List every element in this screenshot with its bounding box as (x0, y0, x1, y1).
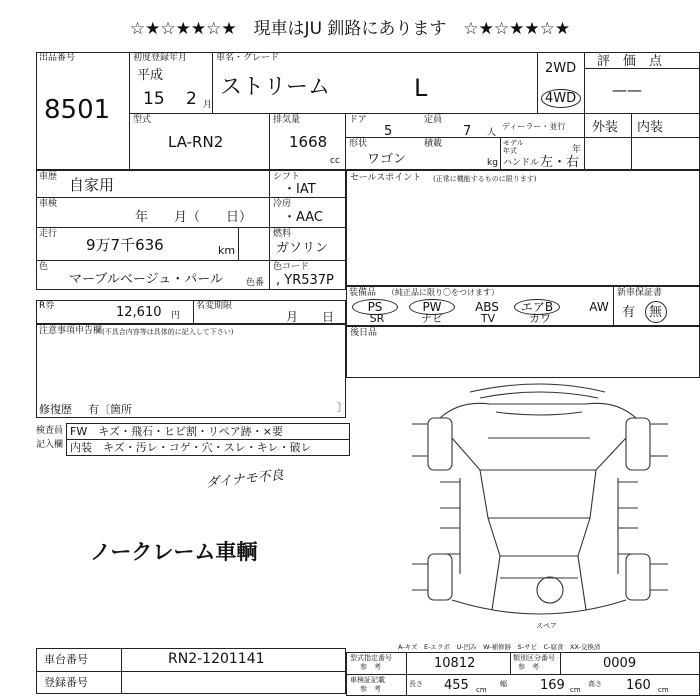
tax-text: 月 日 (286, 310, 335, 324)
shape-value: ワゴン (367, 152, 407, 167)
equipment-item: SR (369, 312, 385, 325)
rating-value: —— (612, 81, 642, 99)
displacement-value: 1668 (289, 133, 328, 151)
model-year-unit: 年 (572, 145, 582, 155)
car-diagram (400, 378, 700, 630)
color-label: 色 (39, 262, 49, 272)
dealer-label: ディーラー・並行 (502, 122, 566, 131)
shift-label: シフト (273, 172, 301, 182)
length-value: 455 (444, 678, 469, 693)
width-unit: cm (570, 686, 581, 694)
rating-interior-label: 内装 (637, 120, 664, 135)
load-label: 積載 (424, 139, 443, 149)
shape-label: 形状 (349, 139, 368, 149)
repair-close: 〕 (337, 401, 348, 414)
equipment-item: TV (480, 312, 496, 325)
dims-label-bottom: 参 考 (360, 685, 381, 693)
drive-2wd: 2WD (545, 61, 577, 76)
height-value: 160 (626, 678, 651, 693)
sales-point-note: (正常に機能するものに限ります) (433, 175, 537, 183)
rating-exterior-label: 外装 (592, 120, 619, 135)
mid-right-frame (346, 170, 700, 286)
mileage-value: 9万7千636 (86, 236, 164, 254)
after-fit-frame (346, 326, 700, 378)
displacement-label: 排気量 (273, 115, 301, 125)
equipment-item: ABS (475, 300, 499, 314)
inspection-label: 車検 (39, 199, 58, 209)
equipment-item: PW (422, 300, 442, 314)
model-year-label-top: モデル (503, 139, 524, 147)
recycle-label: R券 (39, 301, 55, 311)
height-label: 高さ (588, 680, 602, 688)
equipment-item: AW (589, 300, 609, 314)
mileage-label: 走行 (39, 229, 58, 239)
warranty-yes: 有 (622, 305, 636, 320)
model-value: LA-RN2 (168, 133, 224, 151)
lot-label: 出品番号 (39, 53, 76, 63)
warranty-no: 無 (649, 305, 663, 320)
equipment-note: （純正品に限り〇をつけます） (387, 288, 499, 297)
length-unit: cm (476, 686, 487, 694)
history-label: 車歴 (39, 172, 58, 182)
registration-month: 2 (186, 89, 197, 109)
dims-label-top: 車検証記載 (350, 676, 385, 684)
registration-year: 15 (143, 89, 165, 109)
recycle-value: 12,610 (116, 305, 162, 320)
history-value: 自家用 (69, 176, 115, 194)
doors-label: ドア (349, 115, 367, 125)
recycle-unit: 円 (171, 311, 181, 321)
registration-month-unit: 月 (203, 100, 213, 110)
damage-legend: A-キズ E-エクボ U-凹み W-補修跡 S-サビ C-腐食 XX-交換済 (398, 643, 601, 651)
mileage-unit: km (218, 244, 236, 257)
inspector-row1: FW キズ・飛石・ヒビ割・リペア跡・×要 (70, 425, 283, 438)
drive-4wd: 4WD (545, 91, 577, 106)
aircon-value: ・AAC (283, 210, 323, 225)
class-no-label-top: 類別区分番号 (513, 654, 555, 662)
width-label: 幅 (500, 680, 507, 688)
shift-value: ・IAT (283, 182, 316, 197)
inspector-row2: 内装 キズ・汚レ・コゲ・穴・スレ・キレ・破レ (70, 441, 312, 454)
color-code-label: 色コード (273, 262, 310, 272)
color-code: , YR537P (276, 273, 334, 288)
aircon-label: 冷房 (273, 199, 292, 209)
registration-label: 初度登録年月 (133, 53, 188, 63)
equipment-label: 装備品 (349, 288, 377, 298)
model-year-label-bottom: 年式 (503, 147, 517, 155)
repair-text: 有〔箇所 (88, 403, 132, 416)
inspector-label-top: 検査員 (36, 426, 64, 436)
width-value: 169 (540, 678, 565, 693)
inspection-text: 年 月（ 日） (135, 210, 253, 225)
banner: ☆★☆★★☆★ 現車はJU 釧路にあります ☆★☆★★☆★ (129, 19, 571, 39)
load-unit: kg (487, 158, 498, 168)
sales-point-label: セールスポイント (350, 173, 422, 183)
notes-note: (不具合内容等は具体的に記入して下さい) (102, 328, 234, 336)
after-fit-label: 後日品 (350, 328, 378, 338)
warranty-label: 新車保証書 (617, 288, 663, 298)
rating-label: 評 価 点 (597, 54, 663, 69)
type-no-label-bottom: 参 考 (360, 663, 381, 671)
registration-era: 平成 (137, 68, 164, 83)
handle-label: ハンドル (503, 158, 540, 168)
inspector-label-bottom: 記入欄 (36, 440, 64, 450)
color-value: マーブルベージュ・パール (69, 272, 224, 287)
equipment-item: カワ (529, 312, 551, 325)
no-claim-stamp: ノークレーム車輌 (90, 540, 258, 564)
type-no-value: 10812 (434, 656, 476, 671)
capacity-unit: 人 (487, 128, 497, 138)
fuel-value: ガソリン (276, 241, 329, 256)
fuel-label: 燃料 (273, 229, 292, 239)
chassis-label: 車台番号 (44, 653, 88, 666)
capacity-label: 定員 (424, 115, 443, 125)
equipment-item: ナビ (421, 312, 443, 325)
car-name: ストリーム (220, 75, 331, 100)
capacity-value: 7 (463, 124, 472, 139)
car-name-label: 車名・グレード (216, 53, 280, 63)
equipment-item: PS (367, 300, 383, 314)
class-no-label-bottom: 参 考 (518, 663, 539, 671)
length-label: 長さ (409, 680, 423, 688)
lot-number: 8501 (44, 95, 111, 125)
color-num-label: 色番 (246, 278, 265, 288)
notes-label: 注意事項申告欄 (39, 326, 103, 336)
notes-frame (36, 324, 346, 418)
spare-label: スペア (536, 622, 557, 630)
handle-value: 左・右 (540, 155, 580, 170)
height-unit: cm (658, 686, 669, 694)
chassis-value: RN2-1201141 (168, 651, 265, 667)
model-label: 型式 (133, 115, 152, 125)
displacement-unit: cc (330, 156, 340, 166)
doors-value: 5 (384, 124, 393, 139)
class-no-value: 0009 (603, 656, 637, 671)
reg-no-label: 登録番号 (44, 676, 88, 689)
type-no-label-top: 型式指定番号 (350, 654, 392, 662)
car-grade: L (414, 74, 428, 102)
repair-label: 修復歴 (39, 403, 72, 416)
tax-label: 名変期限 (196, 301, 233, 311)
equipment-item: エアB (520, 300, 554, 314)
handwritten-note: ダイナモ不良 (205, 467, 285, 492)
